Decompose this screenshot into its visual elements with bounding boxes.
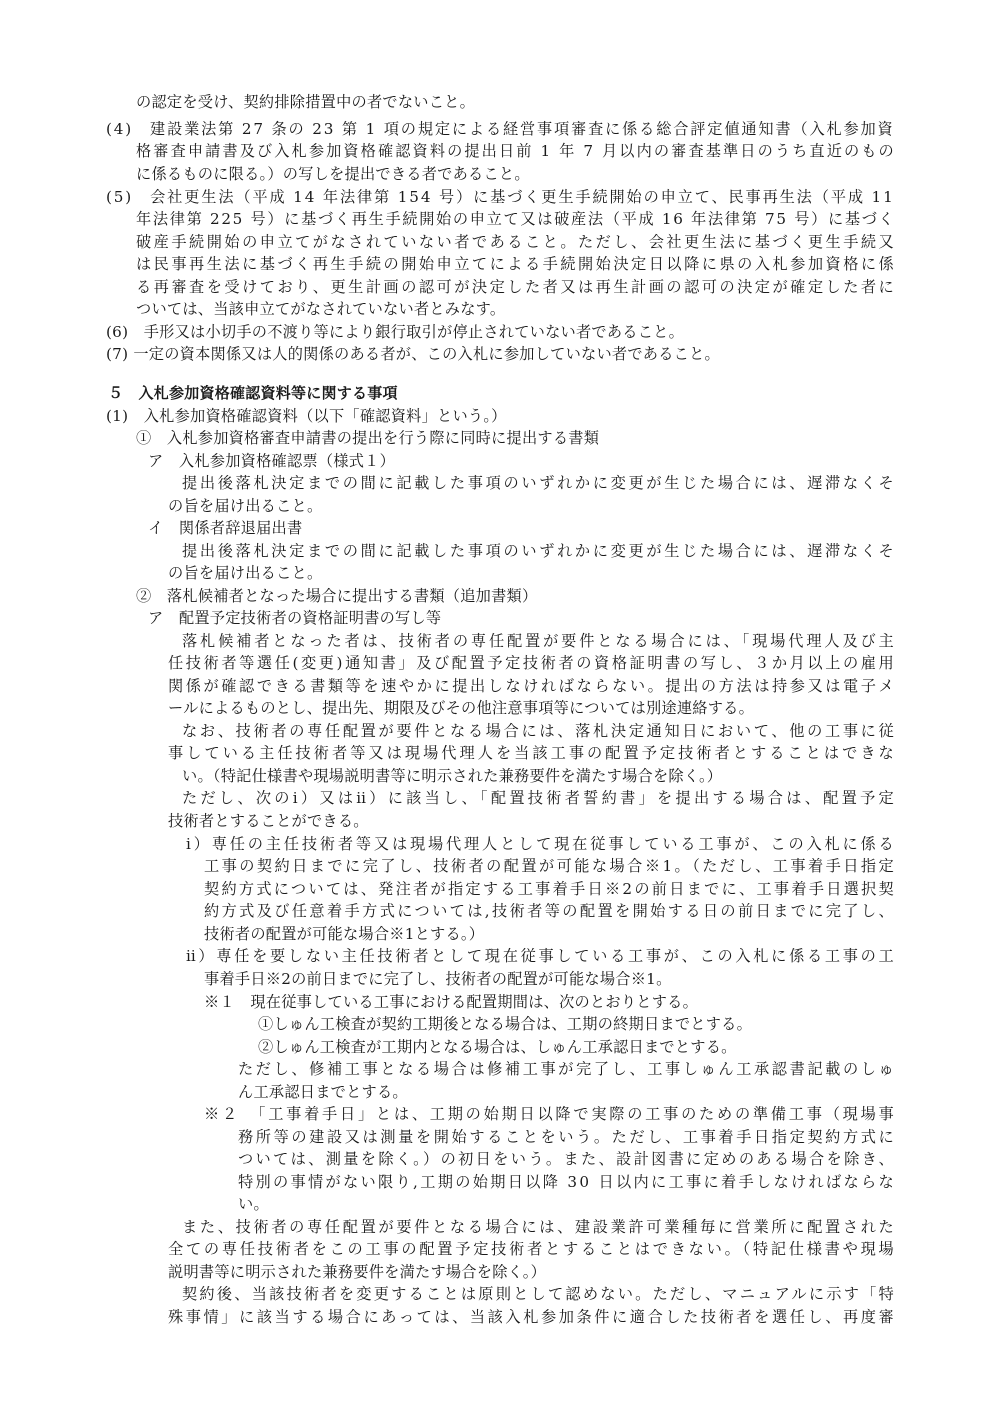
text-line: ⅱ）専任を要しない主任技術者として現在従事している工事が、この入札に係る工事の工: [186, 947, 897, 965]
text-line: 全ての専任技術者をこの工事の配置予定技術者とすることはできない。（特記仕様書や現場: [168, 1240, 897, 1258]
text-line: る再審査を受けており、更生計画の認可が決定した者又は再生計画の認可の決定が確定した者に: [136, 278, 897, 296]
text-line: 年法律第 225 号）に基づく再生手続開始の申立て又は破産法（平成 16 年法律第 75 号）に基づく: [136, 210, 896, 228]
text-line: 技術者の配置が可能な場合※1とする。）: [204, 925, 485, 943]
text-line: 技術者とすることができる。: [168, 812, 369, 830]
text-line: 務所等の建設又は測量を開始することをいう。ただし、工事着手日指定契約方式に: [238, 1128, 897, 1146]
text-line: ついては、測量を除く。）の初日をいう。また、設計図書に定めのある場合を除き、: [238, 1150, 897, 1168]
text-line: ア 入札参加資格確認票（様式１）: [148, 452, 395, 470]
text-line: 説明書等に明示された兼務要件を満たす場合を除く。）: [168, 1263, 547, 1281]
text-line: なお、技術者の専任配置が要件となる場合には、落札決定通知日において、他の工事に従: [182, 722, 897, 740]
text-line: ん工承認日までとする。: [238, 1083, 408, 1101]
text-line: (4) 建設業法第 27 条の 23 第 1 項の規定による経営事項審査に係る総合評定値通知書（入札参加資: [106, 120, 895, 138]
text-line: 特別の事情がない限り,工期の始期日以降 30 日以内に工事に着手しなければならな: [238, 1173, 897, 1191]
text-line: に係るものに限る。）の写しを提出できる者であること。: [136, 165, 530, 183]
text-line: ア 配置予定技術者の資格証明書の写し等: [148, 609, 442, 627]
text-line: は民事再生法に基づく再生手続の開始申立てによる手続開始決定日以降に県の入札参加資格に係: [136, 255, 897, 273]
text-line: ①しゅん工検査が契約工期後となる場合は、工期の終期日までとする。: [258, 1015, 752, 1033]
text-line: い。: [238, 1195, 269, 1213]
text-line: 格審査申請書及び入札参加資格確認資料の提出日前 1 年 7 月以内の審査基準日のうち直近のもの: [136, 142, 896, 160]
text-line: 約方式及び任意着手方式については,技術者等の配置を開始する日の前日までに完了し、: [204, 902, 897, 920]
text-line: (5) 会社更生法（平成 14 年法律第 154 号）に基づく更生手続開始の申立て、民事再生法（平成 11: [106, 188, 895, 206]
text-line: ただし、修補工事となる場合は修補工事が完了し、工事しゅん工承認書記載のしゅ: [238, 1060, 897, 1078]
text-line: 殊事情」に該当する場合にあっては、当該入札参加条件に適合した技術者を選任し、再度審: [168, 1308, 897, 1326]
text-line: ※１ 現在従事している工事における配置期間は、次のとおりとする。: [204, 993, 698, 1011]
text-line: 契約後、当該技術者を変更することは原則として認めない。ただし、マニュアルに示す「特: [182, 1285, 896, 1303]
text-line: (1) 入札参加資格確認資料（以下「確認資料」という。）: [106, 407, 507, 425]
text-line: ⅰ）専任の主任技術者等又は現場代理人として現在従事している工事が、この入札に係る: [186, 835, 897, 853]
text-line: イ 関係者辞退届出書: [148, 519, 303, 537]
text-line: ールによるものとし、提出先、期限及びその他注意事項等については別途連絡する。: [168, 699, 755, 717]
text-line: 提出後落札決定までの間に記載した事項のいずれかに変更が生じた場合には、遅滞なくそ: [182, 542, 897, 560]
text-line: 落札候補者となった者は、技術者の専任配置が要件となる場合には、「現場代理人及び主: [182, 632, 897, 650]
text-line: ① 入札参加資格審査申請書の提出を行う際に同時に提出する書類: [136, 429, 600, 447]
text-line: また、技術者の専任配置が要件となる場合には、建設業許可業種毎に営業所に配置された: [182, 1218, 897, 1236]
text-line: ② 落札候補者となった場合に提出する書類（追加書類）: [136, 587, 538, 605]
text-line: の認定を受け、契約排除措置中の者でないこと。: [136, 93, 476, 111]
text-line: 工事の契約日までに完了し、技術者の配置が可能な場合※1。（ただし、工事着手日指定: [204, 857, 897, 875]
text-line: (6) 手形又は小切手の不渡り等により銀行取引が停止されていない者であること。: [106, 323, 685, 341]
section-heading: ５ 入札参加資格確認資料等に関する事項: [108, 384, 398, 402]
text-line: の旨を届け出ること。: [168, 564, 323, 582]
text-line: 契約方式については、発注者が指定する工事着手日※2の前日までに、工事着手日選択契: [204, 880, 897, 898]
text-line: (7) 一定の資本関係又は人的関係のある者が、この入札に参加していない者であること。: [106, 345, 720, 363]
text-line: ついては、当該申立てがなされていない者とみなす。: [136, 300, 506, 318]
text-line: 提出後落札決定までの間に記載した事項のいずれかに変更が生じた場合には、遅滞なくそ: [182, 474, 897, 492]
text-line: 破産手続開始の申立てがなされていない者であること。ただし、会社更生法に基づく更生手続又: [136, 233, 897, 251]
text-line: ※２ 「工事着手日」とは、工期の始期日以降で実際の工事のための準備工事（現場事: [204, 1105, 897, 1123]
text-line: 関係が確認できる書類等を速やかに提出しなければならない。提出の方法は持参又は電子メ: [168, 677, 897, 695]
text-line: 任技術者等選任(変更)通知書」及び配置予定技術者の資格証明書の写し、３か月以上の雇用: [168, 654, 897, 672]
text-line: ただし、次のⅰ）又はⅱ）に該当し、「配置技術者誓約書」を提出する場合は、配置予定: [182, 789, 898, 807]
text-line: ②しゅん工検査が工期内となる場合は、しゅん工承認日までとする。: [258, 1038, 737, 1056]
text-line: 事している主任技術者等又は現場代理人を当該工事の配置予定技術者とすることはできな: [168, 744, 897, 762]
text-line: 事着手日※2の前日までに完了し、技術者の配置が可能な場合※1。: [204, 970, 672, 988]
text-line: い。（特記仕様書や現場説明書等に明示された兼務要件を満たす場合を除く。）: [182, 767, 723, 785]
text-line: の旨を届け出ること。: [168, 497, 323, 515]
